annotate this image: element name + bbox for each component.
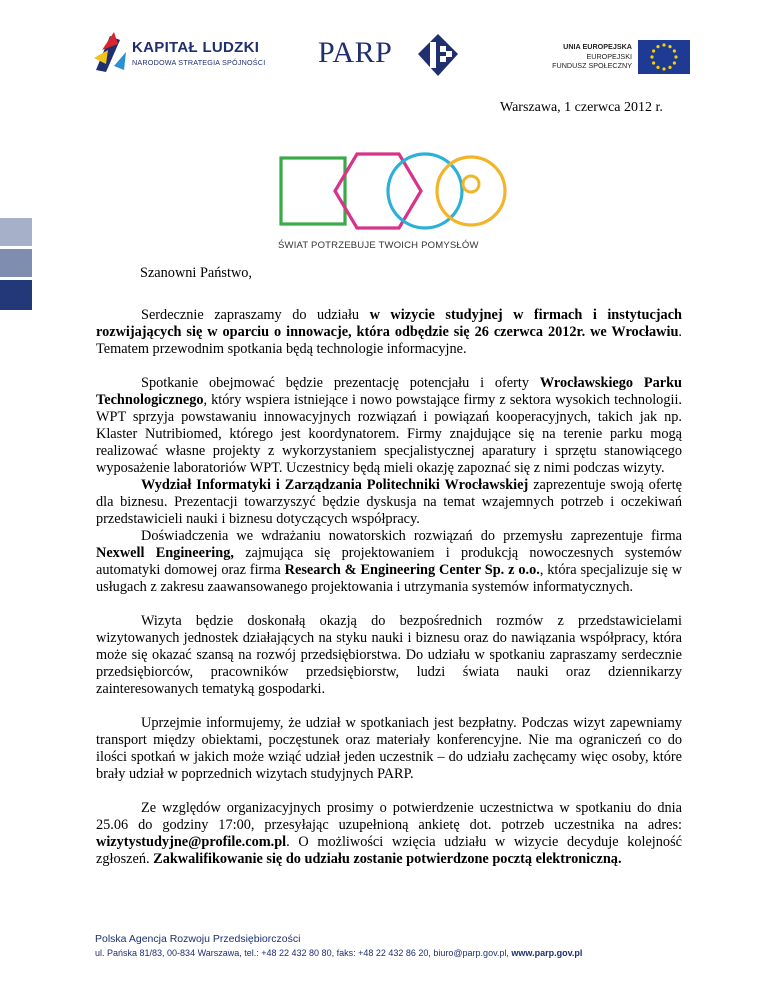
letter-greeting: Szanowni Państwo, — [140, 265, 252, 281]
p1-text-a: Serdecznie zapraszamy do udziału — [141, 307, 370, 323]
campaign-caption: ŚWIAT POTRZEBUJE TWOICH POMYSŁÓW — [278, 240, 479, 251]
p4-text-bold-2: Research & Engineering Center Sp. z o.o. — [284, 562, 540, 578]
p3-text-bold: Wydział Informatyki i Zarządzania Politechniki Wrocławskiej — [141, 477, 529, 493]
paragraph-wpt — [96, 375, 682, 477]
p3-text-b: zaprezentuje swoją ofertę dla biznesu. Prezentacji towarzyszyć będzie dyskusja na temat wzajemnych potrzeb i oczekiwań przedstawicieli nauki i biznesu dotyczących współpracy. — [96, 477, 683, 527]
eu-flag-icon — [638, 40, 690, 74]
parp-logo — [318, 36, 468, 86]
eu-line-3: FUNDUSZ SPOŁECZNY — [552, 61, 632, 70]
paragraph-visit: Wizyta będzie doskonałą okazją do bezpośrednich rozmów z przedstawicielami wizytowanych jednostek działających na styku nauki i biznesu oraz do nawiązania współpracy, która może się okazać szansą na rozwój przedsiębiorstwa. Do udziału w spotkaniu zapraszamy serdecznie przedsiębiorców, pracowników przedsiębiorstw, ludzi świata nauki oraz dziennikarzy zainteresowanych tematyką gospodarki. — [96, 613, 682, 697]
letter-date: Warszawa, 1 czerwca 2012 r. — [500, 100, 663, 115]
side-decoration-2 — [0, 249, 32, 277]
registration-email: wizytystudyjne@profile.com.pl — [96, 834, 287, 850]
parp-logo-text: PARP — [318, 36, 393, 69]
kapital-ludzki-subtitle: NARODOWA STRATEGIA SPÓJNOŚCI — [132, 58, 266, 67]
p4-text-e: , która specjalizuje się w usługach z zakresu zaawansowanego projektowania i utrzymania systemów informatycznych. — [96, 562, 683, 595]
p7-text-bold: Zakwalifikowanie się do udziału zostanie potwierdzone pocztą elektroniczną. — [153, 851, 622, 867]
eu-line-1: UNIA EUROPEJSKA — [563, 42, 632, 51]
p4-text-c: zajmująca się projektowaniem i produkcją nowoczesnych systemów automatyki domowej oraz firma — [96, 545, 683, 578]
paragraph-registration — [96, 800, 682, 868]
side-decoration-3 — [0, 280, 32, 310]
letter-body — [96, 307, 682, 868]
p4-text-bold-1: Nexwell Engineering, — [96, 545, 234, 561]
p1-text-c: . Tematem przewodnim spotkania będą technologie informacyjne. — [96, 324, 682, 357]
paragraph-invitation — [96, 307, 682, 358]
side-decoration-1 — [0, 218, 32, 246]
parp-emblem-icon — [416, 32, 460, 78]
p7-text-c: . O możliwości wzięcia udziału w wizycie decyduje kolejność zgłoszeń. — [96, 834, 682, 867]
p2-text-a: Spotkanie obejmować będzie prezentację potencjału i oferty — [141, 375, 540, 391]
p2-text-c: , który wspiera istniejące i nowo powstające firmy z sektora wysokich technologii. WPT sprzyja powstawaniu innowacyjnych rozwiązań i powiązań kooperacyjnych, takich jak np. Klaster Nutribiomed, którego jest koordynatorem. Firmy znajdujące się na terenie parku mogą realizować własne projekty z wykorzystaniem specjalistycznej aparatury i sprzętu stanowiącego wyposażenie laboratoriów WPT. Uczestnicy będą mieli okazję zapoznać się z nimi podczas wizyty. — [96, 392, 682, 476]
footer-address-line — [95, 948, 582, 958]
footer-address: ul. Pańska 81/83, 00-834 Warszawa, tel.: +48 22 432 80 80, faks: +48 22 432 86 20, biuro@parp.gov.pl, — [95, 948, 512, 958]
campaign-shapes-icon — [275, 150, 515, 240]
paragraph-university — [96, 477, 682, 528]
p4-text-a: Doświadczenia we wdrażaniu nowatorskich rozwiązań do przemysłu zaprezentuje firma — [141, 528, 682, 544]
footer — [95, 933, 582, 958]
paragraph-companies — [96, 528, 682, 596]
eu-logo — [550, 40, 690, 80]
p1-text-bold: w wizycie studyjnej w firmach i instytucjach rozwijających się w oparciu o innowacje, która odbędzie się 26 czerwca 2012r. we Wrocławiu — [96, 307, 683, 340]
eu-text — [552, 42, 632, 71]
footer-org: Polska Agencja Rozwoju Przedsiębiorczości — [95, 933, 301, 945]
footer-website: www.parp.gov.pl — [511, 948, 583, 958]
paragraph-free: Uprzejmie informujemy, że udział w spotkaniach jest bezpłatny. Podczas wizyt zapewniamy transport między obiektami, poczęstunek oraz materiały konferencyjne. Nie ma ograniczeń co do ilości spotkań w jakich może wziąć udział jeden uczestnik – do udziału zachęcamy więc osoby, które brały udział w poprzednich wizytach studyjnych PARP. — [96, 715, 682, 782]
campaign-logo — [275, 150, 515, 255]
p2-text-bold: Wrocławskiego Parku Technologicznego — [96, 375, 683, 408]
kapital-ludzki-title: KAPITAŁ LUDZKI — [132, 39, 260, 56]
kapital-ludzki-logo — [92, 30, 266, 80]
eu-line-2: EUROPEJSKI — [586, 51, 632, 61]
p7-text-a: Ze względów organizacyjnych prosimy o potwierdzenie uczestnictwa w spotkaniu do dnia 25.06 do godziny 17:00, przesyłając uzupełnioną ankietę dot. potrzeb uczestnika na adres: — [96, 800, 682, 833]
kapital-ludzki-emblem-icon — [92, 30, 128, 74]
